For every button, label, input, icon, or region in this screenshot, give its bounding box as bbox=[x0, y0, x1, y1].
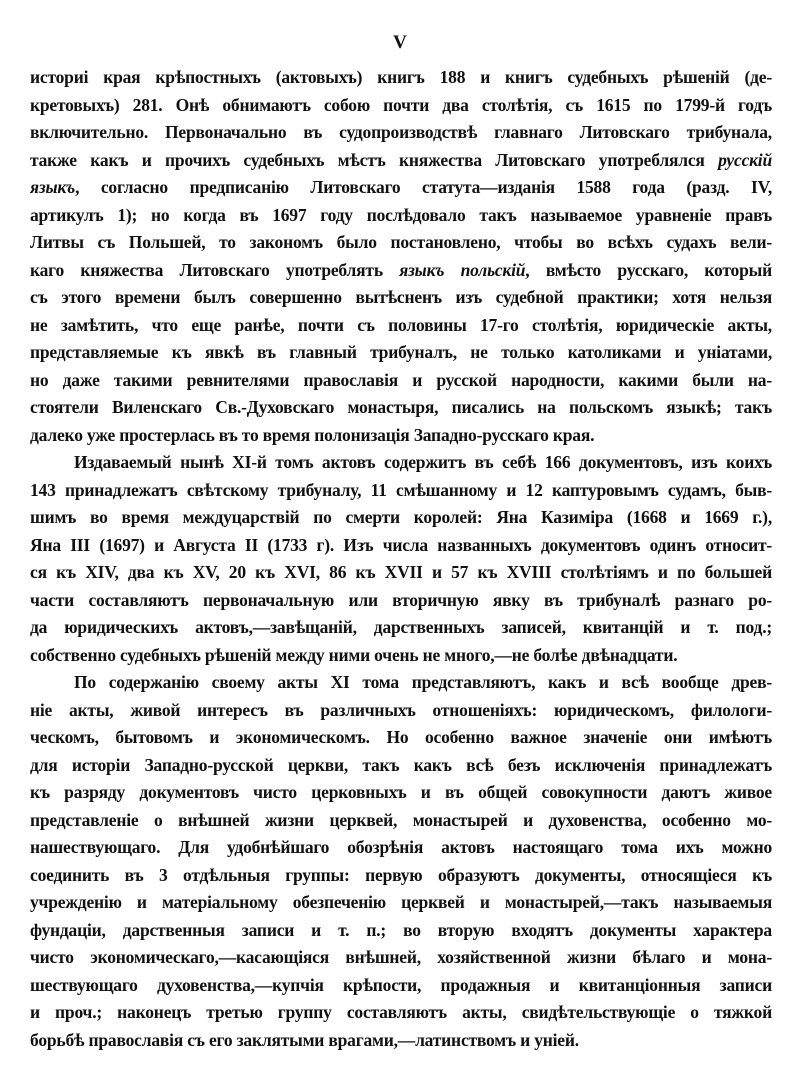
text-line bbox=[30, 834, 772, 862]
text-segment: соединить въ 3 отдѣльныя группы: первую образуютъ документы, относящіеся къ bbox=[30, 864, 772, 885]
italic-term: языкъ польскій bbox=[399, 259, 526, 280]
text-line bbox=[30, 614, 772, 642]
text-segment: учрежденію и матеріальному обезпеченію церквей и монастырей,—такъ называемыя bbox=[30, 892, 772, 912]
text-line bbox=[30, 972, 772, 1000]
text-line bbox=[30, 752, 772, 780]
text-segment: историі края крѣпостныхъ (актовыхъ) книгъ 188 и книгъ судебныхъ рѣшеній (де- bbox=[30, 67, 772, 87]
text-segment: но даже такими ревнителями православія и русской народности, какими были на- bbox=[30, 369, 772, 390]
text-line bbox=[30, 422, 772, 450]
text-segment: Литвы съ Польшей, то закономъ было постановлено, чтобы во всѣхъ судахъ вели- bbox=[30, 232, 772, 252]
text-line bbox=[30, 504, 772, 532]
text-segment: собственно судебныхъ рѣшеній между ними очень не много,—не болѣе двѣнадцати. bbox=[30, 644, 678, 665]
text-line bbox=[30, 257, 772, 285]
text-segment: для исторіи Западно-русской церкви, такъ какъ всѣ безъ исключенія принадлежатъ bbox=[30, 754, 772, 775]
text-line bbox=[30, 532, 772, 560]
text-segment: , вмѣсто русскаго, который bbox=[525, 259, 772, 280]
text-segment: каго княжества Литовскаго употреблять bbox=[30, 259, 400, 280]
text-segment: части составляютъ первоначальную или вторичную явку въ трибуналѣ разнаго ро- bbox=[30, 589, 772, 610]
text-line bbox=[30, 92, 772, 120]
text-segment: да юридическихъ актовъ,—завѣщаній, дарственныхъ записей, квитанцій и т. под.; bbox=[30, 617, 772, 637]
text-line bbox=[30, 779, 772, 807]
text-line bbox=[30, 284, 772, 312]
text-segment: ческомъ, бытовомъ и экономическомъ. Но особенно важное значеніе они имѣютъ bbox=[30, 727, 772, 747]
text-segment: къ разряду документовъ чисто церковныхъ и въ общей совокупности даютъ живое bbox=[30, 782, 772, 802]
text-line bbox=[30, 64, 772, 92]
italic-term: языкъ bbox=[30, 177, 76, 197]
text-line bbox=[30, 724, 772, 752]
text-line bbox=[30, 174, 772, 202]
text-segment: далеко уже простерлась въ то время полонизація Западно-русскаго края. bbox=[30, 424, 595, 445]
text-segment: Издаваемый нынѣ XI-й томъ актовъ содержитъ въ себѣ 166 документовъ, изъ коихъ bbox=[74, 452, 772, 472]
text-segment: фундаціи, дарственныя записи и т. п.; во вторую входятъ документы характера bbox=[30, 919, 772, 940]
text-segment: артикулъ 1); но когда въ 1697 году послѣдовало такъ называемое уравненіе правъ bbox=[30, 204, 772, 225]
text-line bbox=[30, 917, 772, 945]
text-segment: 143 принадлежатъ свѣтскому трибуналу, 11 смѣшанному и 12 каптуровымъ судамъ, быв- bbox=[30, 479, 772, 500]
text-segment: борьбѣ православія съ его заклятыми врагами,—латинствомъ и уніей. bbox=[30, 1029, 579, 1050]
text-segment: представленіе о внѣшней жизни церквей, монастырей и духовенства, особенно мо- bbox=[30, 809, 772, 830]
text-segment: По содержанію своему акты XI тома представляютъ, какъ и всѣ вообще древ- bbox=[74, 672, 772, 692]
text-segment: включительно. Первоначально въ судопроизводствѣ главнаго Литовскаго трибунала, bbox=[30, 122, 772, 142]
text-line bbox=[30, 642, 772, 670]
page-number: V bbox=[393, 32, 407, 53]
text-segment: шимъ во время междуцарствій по смерти королей: Яна Казиміра (1668 и 1669 г.), bbox=[30, 507, 772, 527]
text-line bbox=[30, 229, 772, 257]
text-line bbox=[30, 339, 772, 367]
text-segment: кретовыхъ) 281. Онѣ обнимаютъ собою почти два столѣтія, съ 1615 по 1799-й годъ bbox=[30, 94, 772, 115]
text-line bbox=[30, 862, 772, 890]
text-line bbox=[30, 807, 772, 835]
italic-term: русскій bbox=[718, 149, 772, 170]
text-segment: стоятели Виленскаго Св.-Духовскаго монастыря, писались на польскомъ языкѣ; такъ bbox=[30, 397, 772, 417]
text-line bbox=[30, 477, 772, 505]
text-line bbox=[30, 1027, 772, 1055]
text-line bbox=[30, 697, 772, 725]
text-segment: шествующаго духовенства,—купчія крѣпости, продажныя и квитанціонныя записи bbox=[30, 974, 772, 995]
text-line bbox=[30, 559, 772, 587]
text-segment: Яна III (1697) и Августа II (1733 г). Изъ числа названныхъ документовъ одинъ относит- bbox=[30, 534, 772, 555]
text-line bbox=[30, 119, 772, 147]
text-line bbox=[30, 889, 772, 917]
paragraph bbox=[30, 449, 772, 669]
text-line bbox=[30, 999, 772, 1027]
text-line bbox=[30, 394, 772, 422]
text-segment: ніе акты, живой интересъ въ различныхъ отношеніяхъ: юридическомъ, филологи- bbox=[30, 699, 772, 720]
text-segment: ся къ XIV, два къ XV, 20 къ XVI, 86 къ XVII и 57 къ XVIII столѣтіямъ и по большей bbox=[30, 562, 772, 582]
text-segment: , согласно предписанію Литовскаго статута—изданія 1588 года (разд. IV, bbox=[75, 177, 772, 197]
text-segment: нашествующаго. Для удобнѣйшаго обозрѣнія актовъ настоящаго тома ихъ можно bbox=[30, 837, 772, 857]
text-segment: не замѣтить, что еще ранѣе, почти съ половины 17-го столѣтія, юридическіе акты, bbox=[30, 314, 772, 335]
text-segment: и проч.; наконецъ третью группу составляютъ акты, свидѣтельствующіе о тяжкой bbox=[30, 1002, 772, 1022]
text-segment: представляемые къ явкѣ въ главный трибуналъ, не только католиками и уніатами, bbox=[30, 342, 772, 362]
paragraph bbox=[30, 669, 772, 1054]
text-line bbox=[30, 449, 772, 477]
text-line bbox=[30, 944, 772, 972]
text-line bbox=[30, 202, 772, 230]
text-segment: также какъ и прочихъ судебныхъ мѣстъ княжества Литовскаго употреблялся bbox=[30, 149, 719, 170]
text-segment: чисто экономическаго,—касающіяся внѣшней, хозяйственной жизни бѣлаго и мона- bbox=[30, 947, 772, 967]
text-line bbox=[30, 669, 772, 697]
text-line bbox=[30, 587, 772, 615]
document-body bbox=[30, 64, 772, 1054]
text-line bbox=[30, 367, 772, 395]
paragraph bbox=[30, 64, 772, 449]
text-segment: съ этого времени былъ совершенно вытѣсненъ изъ судебной практики; хотя нельзя bbox=[30, 287, 772, 307]
text-line bbox=[30, 147, 772, 175]
text-line bbox=[30, 312, 772, 340]
